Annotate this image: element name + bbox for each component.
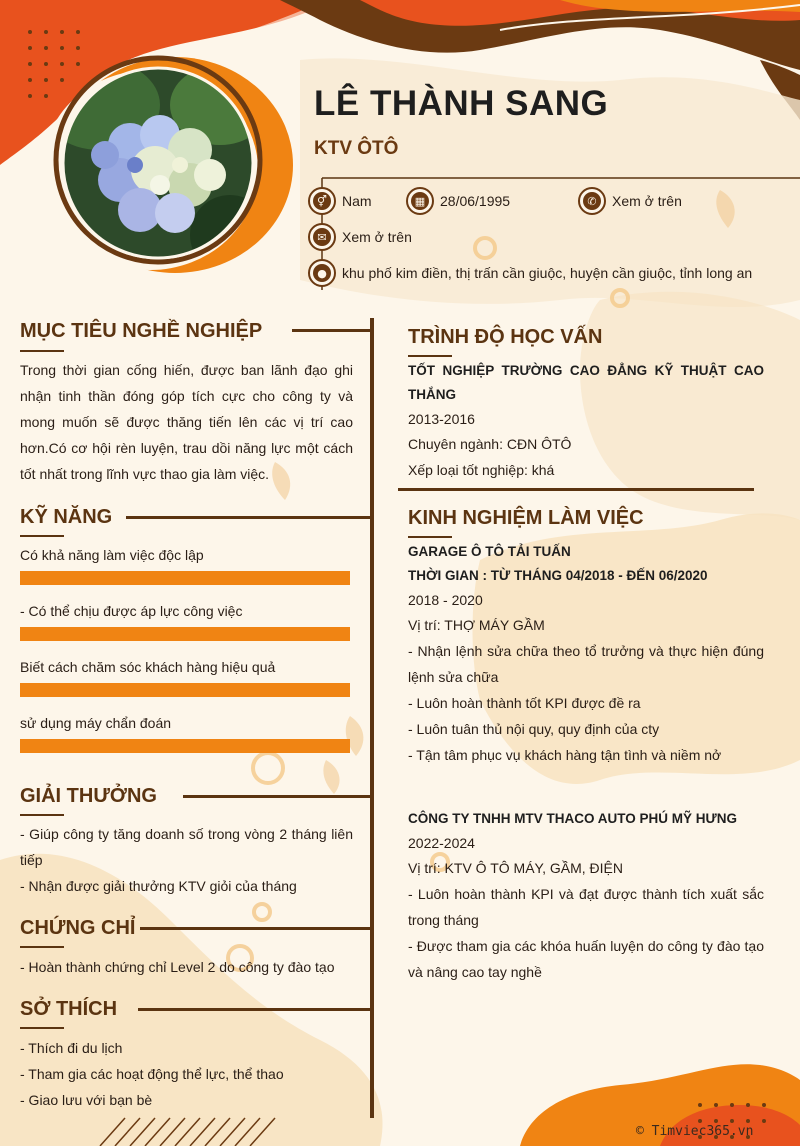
education-underline — [408, 355, 452, 357]
skill-bar-fill — [20, 571, 350, 585]
contact-phone — [578, 187, 682, 215]
award-item: - Giúp công ty tăng doanh số trong vòng 2 tháng liên tiếp — [20, 826, 353, 868]
job-position: Vị trí: KTV Ô TÔ MÁY, GẦM, ĐIỆN — [408, 860, 623, 876]
experience-underline — [408, 536, 452, 538]
hobbies-underline — [20, 1027, 64, 1029]
job-duty: - Luôn hoàn thành KPI và đạt được thành tích xuất sắc trong tháng — [408, 886, 764, 928]
education-major: Chuyên ngành: CĐN ÔTÔ — [408, 436, 572, 452]
education-grade: Xếp loại tốt nghiệp: khá — [408, 462, 555, 478]
certificate-item: - Hoàn thành chứng chỉ Level 2 do công ty đào tạo — [20, 959, 335, 975]
contact-address-text: khu phố kim điền, thị trấn cần giuộc, huyện cần giuộc, tỉnh long an — [342, 265, 753, 281]
job-title: KTV ÔTÔ — [314, 138, 399, 159]
contact-phone-text: Xem ở trên — [612, 193, 682, 209]
skill-label: sử dụng máy chẩn đoán — [20, 715, 172, 731]
skill-label: - Có thể chịu được áp lực công việc — [20, 603, 243, 619]
objective-title: MỤC TIÊU NGHỀ NGHIỆP — [20, 320, 263, 342]
job-duty: - Được tham gia các khóa huấn luyện do công ty đào tạo và nâng cao tay nghề — [408, 938, 764, 980]
email-icon: ✉ — [308, 223, 336, 251]
hobbies-title-rule — [138, 1008, 372, 1011]
skill-bar — [20, 627, 350, 641]
contact-gender-text: Nam — [342, 193, 372, 209]
skills-underline — [20, 535, 64, 537]
awards-title: GIẢI THƯỞNG — [20, 785, 157, 807]
watermark: © Timviec365.vn — [636, 1124, 754, 1139]
job-time-label: THỜI GIAN : TỪ THÁNG 04/2018 - ĐẾN 06/2020 — [408, 568, 708, 583]
education-title: TRÌNH ĐỘ HỌC VẤN — [408, 326, 603, 348]
awards-title-rule — [183, 795, 372, 798]
job-company: GARAGE Ô TÔ TẢI TUẤN — [408, 544, 571, 559]
calendar-icon: ▦ — [406, 187, 434, 215]
job-duty: - Nhận lệnh sửa chữa theo tổ trưởng và thực hiện đúng lệnh sửa chữa — [408, 643, 764, 685]
job-period: 2018 - 2020 — [408, 592, 483, 608]
job-duty: - Tận tâm phục vụ khách hàng tận tình và niềm nở — [408, 747, 722, 763]
job-duty: - Luôn tuân thủ nội quy, quy định của cty — [408, 721, 660, 737]
objective-text: Trong thời gian cống hiến, được ban lãnh đạo ghi nhận tinh thần đóng góp tích cực cho công ty và mong muốn sẽ được thăng tiến lên các vị trí cao hơn.Có cơ hội rèn luyện, trau dồi năng lực một cách tốt nhất trong lĩnh vực thao gia làm việc. — [20, 362, 353, 482]
education-school: TỐT NGHIỆP TRƯỜNG CAO ĐẲNG KỸ THUẬT CAO THẮNG — [408, 363, 764, 402]
contact-birthday — [406, 187, 510, 215]
certificates-title-rule — [140, 927, 372, 930]
job-company: CÔNG TY TNHH MTV THACO AUTO PHÚ MỸ HƯNG — [408, 811, 737, 826]
contact-gender — [308, 187, 372, 215]
skill-bar — [20, 571, 350, 585]
skill-bar-fill — [20, 627, 350, 641]
objective-title-rule — [292, 329, 372, 332]
contact-email — [308, 223, 412, 251]
avatar — [60, 65, 256, 261]
certificates-title: CHỨNG CHỈ — [20, 917, 136, 939]
skill-label: Có khả năng làm việc độc lập — [20, 547, 204, 563]
skills-title-rule — [126, 516, 372, 519]
skill-label: Biết cách chăm sóc khách hàng hiệu quả — [20, 659, 276, 675]
hobby-item: - Thích đi du lịch — [20, 1040, 123, 1056]
hobby-item: - Tham gia các hoạt động thể lực, thể thao — [20, 1066, 284, 1082]
award-item: - Nhận được giải thưởng KTV giỏi của tháng — [20, 878, 297, 894]
job-period: 2022-2024 — [408, 835, 475, 851]
experience-title: KINH NGHIỆM LÀM VIỆC — [408, 507, 644, 529]
education-period: 2013-2016 — [408, 411, 475, 427]
awards-underline — [20, 814, 64, 816]
hobby-item: - Giao lưu với bạn bè — [20, 1092, 153, 1108]
skill-bar-fill — [20, 683, 350, 697]
location-icon: ● — [308, 259, 336, 287]
hobbies-title: SỞ THÍCH — [20, 998, 118, 1020]
phone-icon: ✆ — [578, 187, 606, 215]
certificates-underline — [20, 946, 64, 948]
job-position: Vị trí: THỢ MÁY GẦM — [408, 617, 545, 633]
skill-bar — [20, 683, 350, 697]
contact-email-text: Xem ở trên — [342, 229, 412, 245]
contact-address — [308, 259, 752, 287]
candidate-name: LÊ THÀNH SANG — [314, 84, 609, 123]
skill-bar — [20, 739, 350, 753]
job-duty: - Luôn hoàn thành tốt KPI được đề ra — [408, 695, 641, 711]
contact-birthday-text: 28/06/1995 — [440, 193, 511, 209]
skills-title: KỸ NĂNG — [20, 506, 113, 528]
skill-bar-fill — [20, 739, 350, 753]
gender-icon: ⚥ — [308, 187, 336, 215]
objective-underline — [20, 350, 64, 352]
